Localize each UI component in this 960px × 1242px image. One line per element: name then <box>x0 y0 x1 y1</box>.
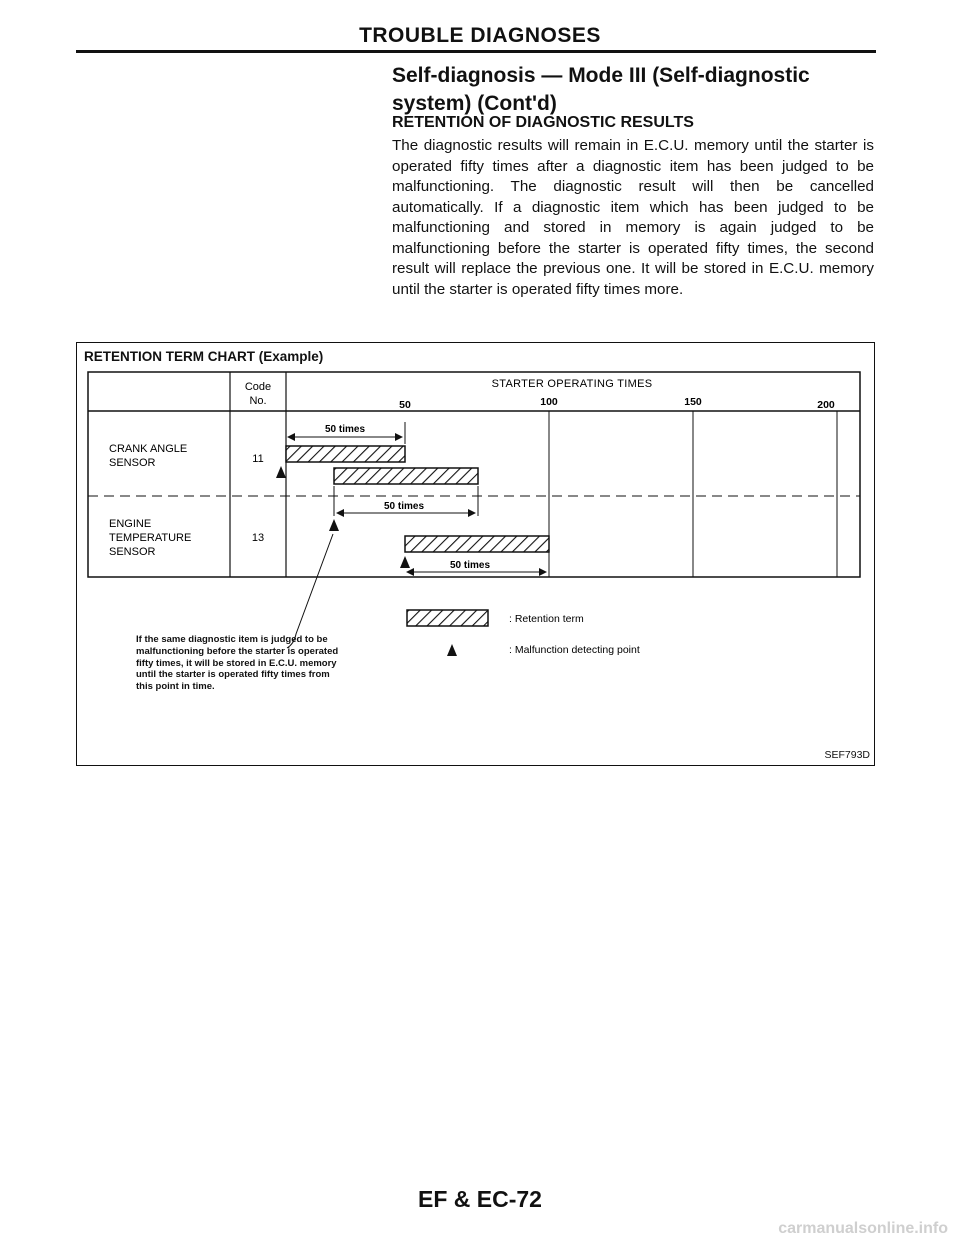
chart-title: RETENTION TERM CHART (Example) <box>84 349 324 364</box>
figure-reference-code: SEF793D <box>824 749 870 761</box>
span-label-2: 50 times <box>383 501 425 512</box>
legend-triangle <box>447 644 457 656</box>
chart-note: If the same diagnostic item is judged to be malfunctioning before the starter is operated fifty times, it will be stored in E.C.U. memory until the starter is operated fifty times from this point in time. <box>136 634 339 693</box>
span-label-3: 50 times <box>449 560 491 571</box>
legend-hatch-swatch <box>407 610 488 626</box>
note-leader <box>287 534 333 648</box>
axis-title: STARTER OPERATING TIMES <box>491 378 653 390</box>
tick-label-150: 150 <box>684 396 702 408</box>
section-title: Self-diagnosis — Mode III (Self-diagnostic system) (Cont'd) <box>392 64 810 115</box>
page-header-title: TROUBLE DIAGNOSES <box>359 24 601 47</box>
tick-label-100: 100 <box>540 396 558 408</box>
row1-code: 11 <box>252 453 264 465</box>
malfunction-point-2 <box>329 519 339 531</box>
row2-label-line2: TEMPERATURE <box>109 532 192 544</box>
subsection-title: RETENTION OF DIAGNOSTIC RESULTS <box>392 114 694 131</box>
row1-label-line1: CRANK ANGLE <box>109 443 188 455</box>
row2-label-line1: ENGINE <box>109 518 152 530</box>
row1-label-line2: SENSOR <box>109 457 156 469</box>
row2-label-line3: SENSOR <box>109 546 156 558</box>
retention-bar-2 <box>334 468 478 484</box>
retention-bar-3 <box>405 536 549 552</box>
row2-code: 13 <box>251 532 265 544</box>
legend-retention-label: : Retention term <box>509 613 584 625</box>
malfunction-point-3 <box>400 556 410 568</box>
tick-label-50: 50 <box>399 399 411 411</box>
watermark: carmanualsonline.info <box>778 1220 948 1237</box>
code-header-line1: Code <box>244 381 272 393</box>
malfunction-point-1 <box>276 466 286 478</box>
span-label-1: 50 times <box>324 424 366 435</box>
tick-label-200: 200 <box>817 399 835 411</box>
code-header-line2: No. <box>249 395 267 407</box>
retention-bar-1 <box>286 446 405 462</box>
legend-malfunction-label: : Malfunction detecting point <box>509 644 640 656</box>
body-paragraph: The diagnostic results will remain in E.C.U. memory until the starter is operated fifty times after a diagnostic item has been judged to be malfunctioning. The diagnostic result will then be cancelled automatically. If a diagnostic item which has been judged to be malfunctioning and stored in memory is again judged to be malfunctioning before the starter is operated fifty times, the second result will replace the previous one. It will be stored in E.C.U. memory until the starter is operated fifty times more. <box>392 137 874 298</box>
page-number: EF & EC-72 <box>418 1186 542 1212</box>
